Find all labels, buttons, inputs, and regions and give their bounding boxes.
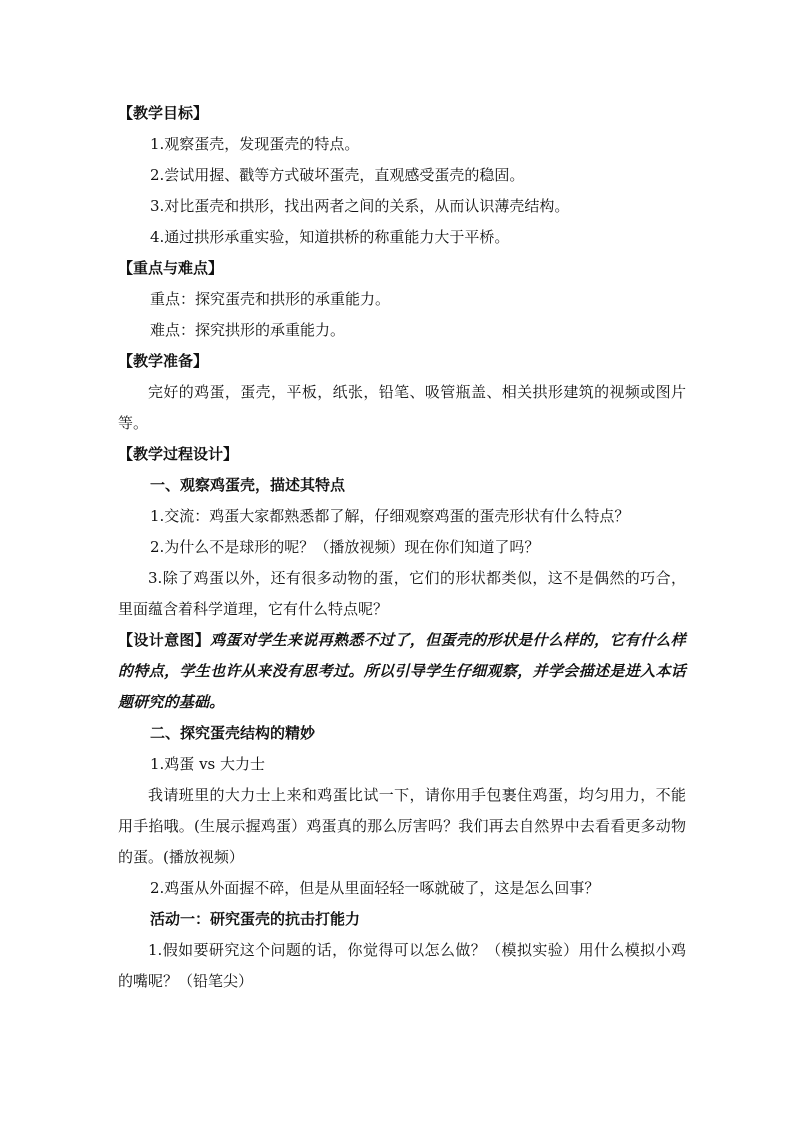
- activity-1-title: 活动一：研究蛋壳的抗击打能力: [150, 910, 361, 928]
- goal-item: 4.通过拱形承重实验，知道拱桥的称重能力大于平桥。: [150, 228, 510, 246]
- goal-item: 1.观察蛋壳，发现蛋壳的特点。: [150, 135, 360, 153]
- heading-teaching-goals: 【教学目标】: [118, 104, 209, 122]
- heading-teaching-prep: 【教学准备】: [118, 352, 209, 370]
- section-2-subtitle: 2.鸡蛋从外面握不碎，但是从里面轻轻一啄就破了，这是怎么回事？: [150, 879, 600, 897]
- document-body: [118, 98, 686, 997]
- design-intent-text: 鸡蛋对学生来说再熟悉不过了，但蛋壳的形状是什么样的，它有什么样的特点，学生也许从来没有思考过。所以引导学生仔细观察，并学会描述是进入本话题研究的基础。: [118, 631, 686, 711]
- activity-1-item: 1.假如要研究这个问题的话，你觉得可以怎么做？（模拟实验）用什么模拟小鸡的嘴呢？（铅笔尖）: [118, 941, 686, 990]
- section-1-item: 2.为什么不是球形的呢？（播放视频）现在你们知道了吗？: [150, 538, 540, 556]
- section-1-item: 3.除了鸡蛋以外，还有很多动物的蛋，它们的形状都类似，这不是偶然的巧合，里面蕴含着科学道理，它有什么特点呢？: [118, 569, 686, 618]
- difficult-point: 难点：探究拱形的承重能力。: [150, 321, 346, 339]
- section-2-paragraph: 我请班里的大力士上来和鸡蛋比试一下，请你用手包裹住鸡蛋，均匀用力，不能用手掐哦。(生展示握鸡蛋）鸡蛋真的那么厉害吗？我们再去自然界中去看看更多动物的蛋。(播放视频）: [118, 786, 686, 866]
- design-intent-label: 【设计意图】: [118, 631, 211, 649]
- section-1-item: 1.交流：鸡蛋大家都熟悉都了解，仔细观察鸡蛋的蛋壳形状有什么特点？: [150, 507, 630, 525]
- design-intent-note: [118, 625, 686, 718]
- section-2-title: 二、探究蛋壳结构的精妙: [150, 724, 316, 742]
- heading-key-difficult: 【重点与难点】: [118, 259, 224, 277]
- goal-item: 2.尝试用握、戳等方式破坏蛋壳，直观感受蛋壳的稳固。: [150, 166, 525, 184]
- goal-item: 3.对比蛋壳和拱形，找出两者之间的关系，从而认识薄壳结构。: [150, 197, 570, 215]
- section-2-subtitle: 1.鸡蛋 vs 大力士: [150, 755, 266, 773]
- prep-paragraph: 完好的鸡蛋，蛋壳，平板，纸张，铅笔、吸管瓶盖、相关拱形建筑的视频或图片等。: [118, 383, 686, 432]
- section-1-title: 一、观察鸡蛋壳，描述其特点: [150, 476, 346, 494]
- heading-teaching-process: 【教学过程设计】: [118, 445, 239, 463]
- key-point: 重点：探究蛋壳和拱形的承重能力。: [150, 290, 391, 308]
